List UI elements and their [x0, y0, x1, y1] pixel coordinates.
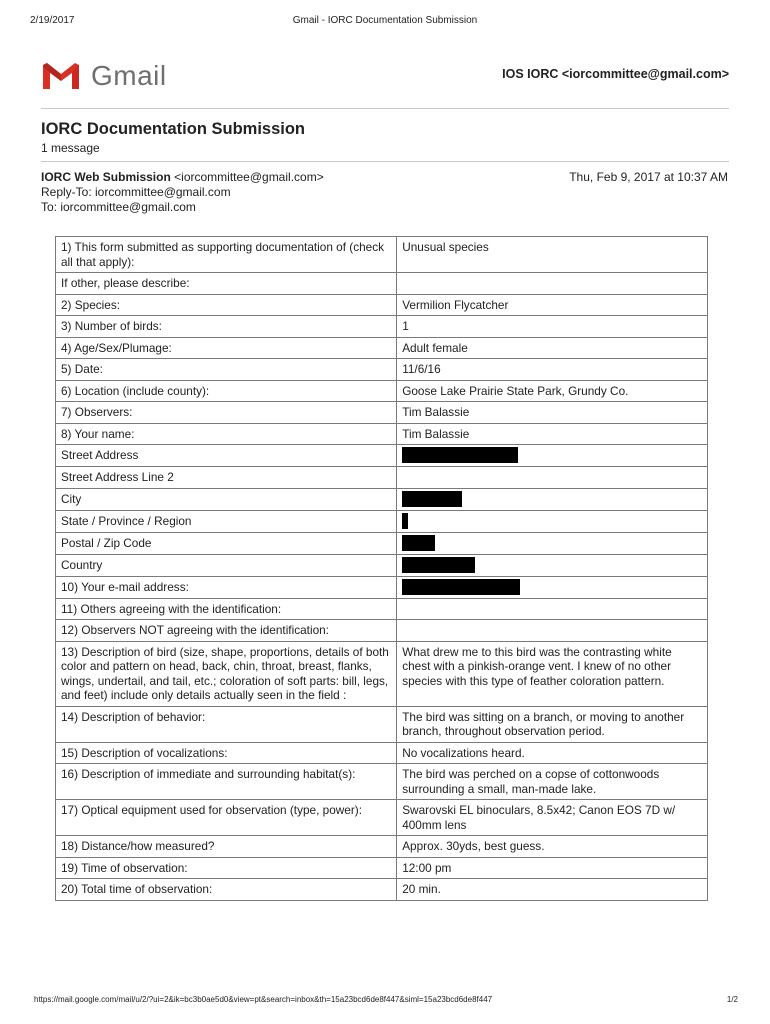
form-question: 3) Number of birds: [56, 316, 396, 337]
form-row [56, 642, 707, 706]
form-row [56, 800, 707, 835]
form-answer [397, 555, 707, 576]
print-header [0, 15, 770, 33]
form-answer: Unusual species [397, 237, 707, 272]
form-row [56, 879, 707, 900]
form-question: 19) Time of observation: [56, 858, 396, 879]
thread-subject: IORC Documentation Submission [41, 120, 306, 138]
form-answer: What drew me to this bird was the contrasting white chest with a pinkish-orange vent. I knew of no other species with this type of feather coloration pattern. [397, 642, 707, 706]
form-row [56, 445, 707, 466]
form-row [56, 511, 707, 532]
form-row [56, 316, 707, 337]
form-answer [397, 489, 707, 510]
form-question: 7) Observers: [56, 402, 396, 423]
form-answer: The bird was sitting on a branch, or moving to another branch, throughout observation period. [397, 707, 707, 742]
form-question: Street Address Line 2 [56, 467, 396, 488]
message-count: 1 message [41, 141, 100, 155]
print-date: 2/19/2017 [30, 15, 75, 26]
form-answer: Goose Lake Prairie State Park, Grundy Co. [397, 381, 707, 402]
form-answer [397, 620, 707, 641]
page-number: 1/2 [726, 995, 738, 1004]
form-answer: Adult female [397, 338, 707, 359]
form-answer: 20 min. [397, 879, 707, 900]
form-question: 17) Optical equipment used for observation (type, power): [56, 800, 396, 835]
form-row [56, 836, 707, 857]
form-row [56, 359, 707, 380]
form-answer: Approx. 30yds, best guess. [397, 836, 707, 857]
form-row [56, 273, 707, 294]
form-answer: 11/6/16 [397, 359, 707, 380]
form-question: 15) Description of vocalizations: [56, 743, 396, 764]
form-question: Country [56, 555, 396, 576]
form-question: 4) Age/Sex/Plumage: [56, 338, 396, 359]
form-question: 13) Description of bird (size, shape, proportions, details of both color and pattern on head, back, chin, throat, breast, flanks, wings, undertail, and tail, etc.; coloration of soft parts: bill, legs, and feet) include only details actually seen in the field : [56, 642, 396, 706]
form-answer: No vocalizations heard. [397, 743, 707, 764]
form-answer [397, 577, 707, 598]
form-question: Street Address [56, 445, 396, 466]
form-row [56, 533, 707, 554]
form-row [56, 489, 707, 510]
gmail-logo[interactable] [41, 59, 167, 93]
gmail-logo-icon [41, 61, 81, 91]
form-row [56, 402, 707, 423]
form-answer [397, 511, 707, 532]
form-question: 2) Species: [56, 295, 396, 316]
form-row [56, 599, 707, 620]
form-row [56, 620, 707, 641]
form-row [56, 381, 707, 402]
form-question: Postal / Zip Code [56, 533, 396, 554]
thread-divider [41, 161, 729, 162]
form-row [56, 707, 707, 742]
redaction-block [402, 447, 518, 463]
form-question: 18) Distance/how measured? [56, 836, 396, 857]
sender-line [41, 170, 324, 185]
form-answer [397, 467, 707, 488]
form-question: 1) This form submitted as supporting documentation of (check all that apply): [56, 237, 396, 272]
account-label: IOS IORC <iorcommittee@gmail.com> [502, 67, 729, 81]
form-row [56, 764, 707, 799]
form-row [56, 577, 707, 598]
form-row [56, 467, 707, 488]
form-row [56, 858, 707, 879]
form-question: 10) Your e-mail address: [56, 577, 396, 598]
gmail-logo-text: Gmail [91, 60, 167, 91]
form-question: If other, please describe: [56, 273, 396, 294]
print-title: Gmail - IORC Documentation Submission [292, 15, 478, 26]
form-question: 5) Date: [56, 359, 396, 380]
message-date: Thu, Feb 9, 2017 at 10:37 AM [569, 170, 728, 184]
redaction-block [402, 557, 475, 573]
form-question: 16) Description of immediate and surrounding habitat(s): [56, 764, 396, 799]
form-answer [397, 533, 707, 554]
form-answer [397, 445, 707, 466]
form-question: 6) Location (include county): [56, 381, 396, 402]
reply-to: Reply-To: iorcommittee@gmail.com [41, 185, 231, 199]
form-answer: 1 [397, 316, 707, 337]
form-question: 12) Observers NOT agreeing with the identification: [56, 620, 396, 641]
redaction-block [402, 491, 462, 507]
form-question: 14) Description of behavior: [56, 707, 396, 742]
form-question: 20) Total time of observation: [56, 879, 396, 900]
form-answer [397, 273, 707, 294]
form-answer: Tim Balassie [397, 424, 707, 445]
message-header [41, 170, 324, 215]
form-question: 8) Your name: [56, 424, 396, 445]
form-question: City [56, 489, 396, 510]
form-answer: Tim Balassie [397, 402, 707, 423]
redaction-block [402, 513, 408, 529]
form-answer: The bird was perched on a copse of cottonwoods surrounding a small, man-made lake. [397, 764, 707, 799]
redaction-block [402, 535, 435, 551]
form-row [56, 295, 707, 316]
form-answer [397, 599, 707, 620]
form-row [56, 237, 707, 272]
submission-table [55, 236, 708, 901]
form-question: State / Province / Region [56, 511, 396, 532]
form-question: 11) Others agreeing with the identification: [56, 599, 396, 620]
redaction-block [402, 579, 520, 595]
sender-name: IORC Web Submission [41, 170, 171, 184]
form-row [56, 555, 707, 576]
sender-email: <iorcommittee@gmail.com> [174, 170, 324, 184]
form-answer: Swarovski EL binoculars, 8.5x42; Canon EOS 7D w/ 400mm lens [397, 800, 707, 835]
form-row [56, 424, 707, 445]
form-answer: Vermilion Flycatcher [397, 295, 707, 316]
footer-url: https://mail.google.com/mail/u/2/?ui=2&ik=bc3b0ae5d0&view=pt&search=inbox&th=15a23bcd6de8f447&siml=15a23bcd6de8f447 [34, 995, 493, 1004]
form-row [56, 338, 707, 359]
header-divider [41, 108, 729, 109]
form-answer: 12:00 pm [397, 858, 707, 879]
form-row [56, 743, 707, 764]
recipient: To: iorcommittee@gmail.com [41, 200, 196, 214]
